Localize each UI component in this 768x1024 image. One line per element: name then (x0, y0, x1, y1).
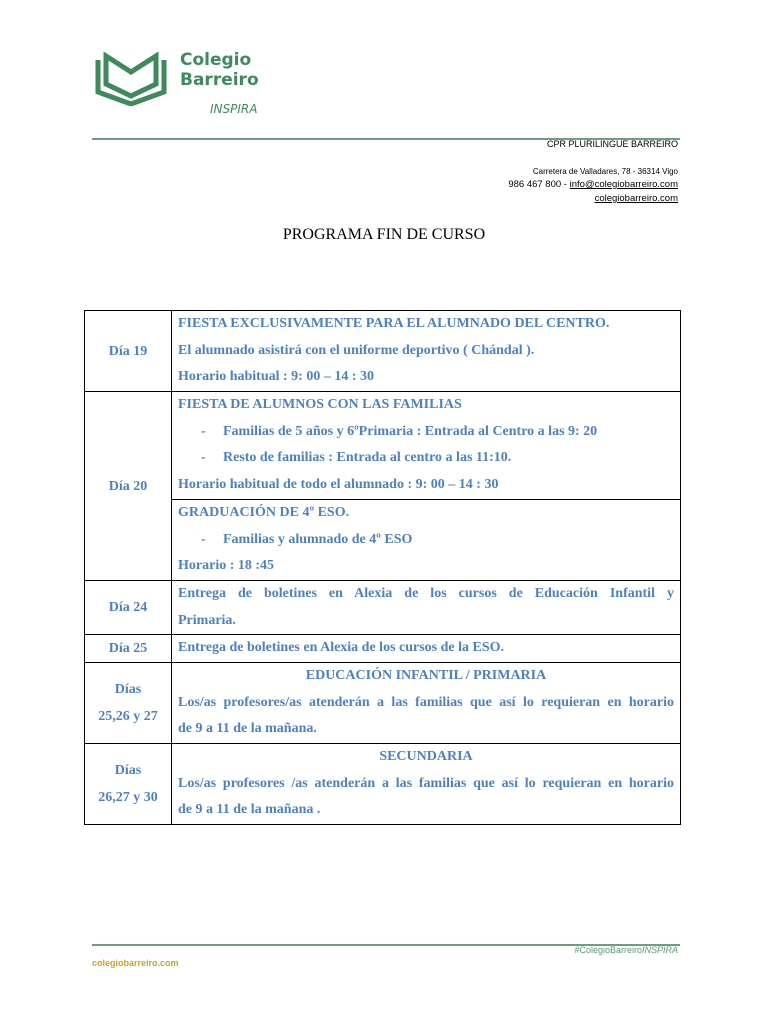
contact-line (508, 179, 678, 190)
event-text: de 9 a 11 de la mañana. (178, 721, 317, 736)
day-cell: Día 25 (85, 635, 172, 663)
page-title: PROGRAMA FIN DE CURSO (282, 226, 486, 243)
event-hours: Horario habitual de todo el alumnado : 9: 00 – 14 : 30 (178, 476, 499, 492)
footer-website[interactable]: colegiobarreiro.com (92, 958, 179, 968)
day-cell: Día 20 (85, 392, 172, 581)
event-text: de 9 a 11 de la mañana . (178, 802, 321, 817)
description-cell (172, 500, 681, 581)
event-hours: Horario : 18 :45 (178, 558, 275, 573)
table-row (85, 663, 681, 744)
table-row (85, 311, 681, 392)
description-cell (172, 635, 681, 663)
event-heading: FIESTA EXCLUSIVAMENTE PARA EL ALUMNADO DEL CENTRO. (178, 316, 610, 331)
description-cell (172, 581, 681, 635)
day-cell: Día 19 (85, 311, 172, 392)
website-link[interactable]: colegiobarreiro.com (594, 193, 678, 204)
table-row (85, 744, 681, 825)
section-heading: SECUNDARIA (379, 749, 473, 764)
description-cell (172, 392, 681, 500)
description-cell (172, 663, 681, 744)
day-cell: Días 25,26 y 27 (85, 663, 172, 744)
book-logo-icon (92, 50, 170, 106)
list-item: - Familias de 5 años y 6ºPrimaria : Entrada al Centro a las 9: 20 (201, 423, 598, 439)
list-item: - Familias y alumnado de 4º ESO (201, 531, 413, 547)
table-row (85, 500, 681, 581)
schedule-table (84, 310, 681, 825)
phone-number: 986 467 800 - (508, 179, 570, 190)
logo-tagline: INSPIRA (210, 102, 258, 116)
footer-hashtag: #ColegioBarreiroINSPIRA (574, 945, 678, 955)
table-row (85, 635, 681, 663)
description-cell (172, 744, 681, 825)
event-text: Entrega de boletines en Alexia de los cursos de Educación Infantil y (178, 586, 674, 601)
event-hours: Horario habitual : 9: 00 – 14 : 30 (178, 369, 374, 384)
event-text: Primaria. (178, 612, 236, 628)
event-text: Los/as profesores /as atenderán a las familias que así lo requieran en horario (178, 775, 674, 791)
email-link[interactable]: info@colegiobarreiro.com (569, 179, 678, 190)
day-cell: Día 24 (85, 581, 172, 635)
school-logo (92, 44, 272, 124)
event-text: Los/as profesores/as atenderán a las familias que así lo requieran en horario (178, 694, 674, 710)
list-item: - Resto de familias : Entrada al centro a las 11:10. (201, 450, 512, 465)
street-address: Carretera de Valladares, 78 - 36314 Vigo (532, 167, 678, 176)
event-heading: FIESTA DE ALUMNOS CON LAS FAMILIAS (178, 397, 462, 412)
logo-name: Colegio Barreiro (180, 50, 259, 90)
school-name: CPR PLURILINGUE BARREIRO (546, 139, 678, 149)
day-cell: Días 26,27 y 30 (85, 744, 172, 825)
event-text: El alumnado asistirá con el uniforme deportivo ( Chándal ). (178, 342, 535, 358)
table-row (85, 581, 681, 635)
event-heading: GRADUACIÓN DE 4º ESO. (178, 505, 350, 520)
description-cell (172, 311, 681, 392)
table-row (85, 392, 681, 500)
section-heading: EDUCACIÓN INFANTIL / PRIMARIA (305, 668, 547, 683)
event-text: Entrega de boletines en Alexia de los cursos de la ESO. (178, 640, 505, 655)
